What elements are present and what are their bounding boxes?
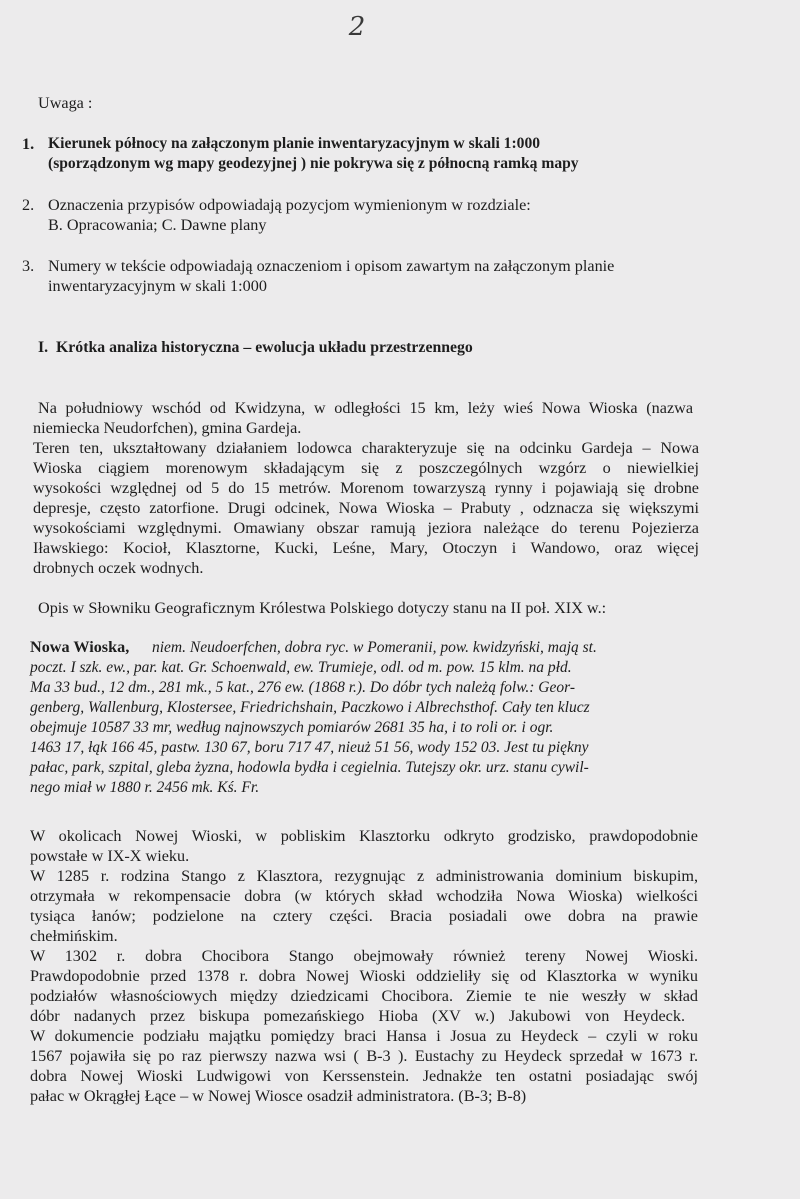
quote-line-5: obejmuje 10587 33 mr, według najnowszych pomiarów 2681 35 ha, i to roli or. i ogr. (30, 719, 554, 736)
note-3-line-1: Numery w tekście odpowiadają oznaczeniom i opisom zawartym na załączonym planie (48, 257, 615, 275)
para1-line-9: drobnych oczek wodnych. (33, 559, 204, 577)
quote-head: Nowa Wioska, (30, 638, 130, 656)
para1-line-8: Iławskiego: Kocioł, Klasztorne, Kucki, Leśne, Mary, Otoczyn i Wandowo, oraz więcej (33, 539, 699, 557)
para3-line-8: Prawdopodobnie przed 1378 r. dobra Nowej Wioski oddzieliły się od Klasztorka w wyniku (30, 967, 698, 985)
para3-line-13: dobra Nowej Wioski Ludwigowi von Kerssenstein. Jednakże ten ostatni posiadając swój (30, 1067, 698, 1085)
para1-line-3: Teren ten, ukształtowany działaniem lodowca charakteryzuje się na odcinku Gardeja – Nowa (33, 439, 699, 457)
para1-line-4: Wioska ciągiem morenowym składającym się z poszczególnych wzgórz o niewielkiej (33, 459, 699, 477)
quote-line-4: genberg, Wallenburg, Klostersee, Friedrichshain, Paczkowo i Albrechsthof. Cały ten klucz (30, 699, 590, 716)
quote-line-2: poczt. I szk. ew., par. kat. Gr. Schoenwald, ew. Trumieje, odl. od m. pow. 15 klm. na płd. (30, 659, 572, 676)
para3-line-9: podziałów własnościowych między dziedzicami Chocibora. Ziemie te nie weszły w skład (30, 987, 698, 1005)
para3-line-1: W okolicach Nowej Wioski, w pobliskim Klasztorku odkryto grodzisko, prawdopodobnie (30, 827, 698, 845)
para3-line-10: dóbr nadanych przez biskupa pomezańskiego Hioba (XV w.) Jakubowi von Heydeck. (30, 1007, 685, 1025)
quote-line-7: pałac, park, szpital, gleba żyzna, hodowla bydła i cegielnia. Tutejszy okr. urz. stanu cywil- (30, 759, 589, 776)
para2: Opis w Słowniku Geograficznym Królestwa Polskiego dotyczy stanu na II poł. XIX w.: (38, 599, 607, 617)
note-2-line-1: Oznaczenia przypisów odpowiadają pozycjom wymienionym w rozdziale: (48, 196, 531, 214)
section-title: I. Krótka analiza historyczna – ewolucja układu przestrzennego (38, 339, 473, 356)
para1-line-7: wysokościami względnymi. Omawiany obszar ramują jeziora należące do terenu Pojezierza (33, 519, 699, 537)
para3-line-12: 1567 pojawiła się po raz pierwszy nazwa wsi ( B-3 ). Eustachy zu Heydeck sprzedał w 1673 r. (30, 1047, 698, 1065)
quote-line-1: niem. Neudoerfchen, dobra ryc. w Pomeranii, pow. kwidzyński, mają st. (152, 639, 597, 656)
para1-line-5: wysokości względnej od 5 do 15 metrów. Morenom towarzyszą rynny i pojawiają się drobne (33, 479, 699, 497)
note-2-number: 2. (22, 196, 35, 214)
note-3-number: 3. (22, 257, 35, 275)
para3-line-14: pałac w Okrągłej Łące – w Nowej Wiosce osadził administratora. (B-3; B-8) (30, 1087, 527, 1105)
para3-line-2: powstałe w IX-X wieku. (30, 847, 190, 865)
para1-line-2: niemiecka Neudorfchen), gmina Gardeja. (33, 419, 302, 437)
note-3-line-2: inwentaryzacyjnym w skali 1:000 (48, 277, 267, 295)
para3-line-5: tysiąca łanów; podzielone na cztery części. Bracia posiadali owe dobra na prawie (30, 907, 698, 925)
para3-line-11: W dokumencie podziału majątku pomiędzy braci Hansa i Josua zu Heydeck – czyli w roku (30, 1027, 698, 1045)
handwritten-page-number: 2 (348, 12, 366, 42)
quote-line-6: 1463 17, łąk 166 45, pastw. 130 67, boru 717 47, nieuż 51 56, wody 152 03. Jest tu piękny (30, 739, 589, 756)
para3-line-4: otrzymała w rekompensacie dobra (w których skład wchodziła Nowa Wioska) wielkości (30, 887, 698, 905)
note-1-line-2: (sporządzonym wg mapy geodezyjnej ) nie pokrywa się z północną ramką mapy (48, 155, 579, 172)
para1-line-6: depresje, często zatorfione. Drugi odcinek, Nowa Wioska – Prabuty , odznacza się większymi (33, 499, 699, 517)
uwaga-label: Uwaga : (38, 94, 93, 112)
note-1-line-1: Kierunek północy na załączonym planie inwentaryzacyjnym w skali 1:000 (48, 135, 541, 152)
para1-line-1: Na południowy wschód od Kwidzyna, w odległości 15 km, leży wieś Nowa Wioska (nazwa (38, 399, 693, 417)
quote-line-3: Ma 33 bud., 12 dm., 281 mk., 5 kat., 276 ew. (1868 r.). Do dóbr tych należą folw.: Geor- (30, 679, 575, 696)
para3-line-7: W 1302 r. dobra Chocibora Stango obejmowały również tereny Nowej Wioski. (30, 947, 698, 965)
quote-line-8: nego miał w 1880 r. 2456 mk. Kś. Fr. (30, 779, 260, 796)
note-1-number: 1. (22, 135, 35, 153)
para3-line-3: W 1285 r. rodzina Stango z Klasztora, rezygnując z administrowania dominium biskupim, (30, 867, 698, 885)
note-2-line-2: B. Opracowania; C. Dawne plany (48, 216, 267, 234)
para3-line-6: chełmińskim. (30, 927, 118, 945)
